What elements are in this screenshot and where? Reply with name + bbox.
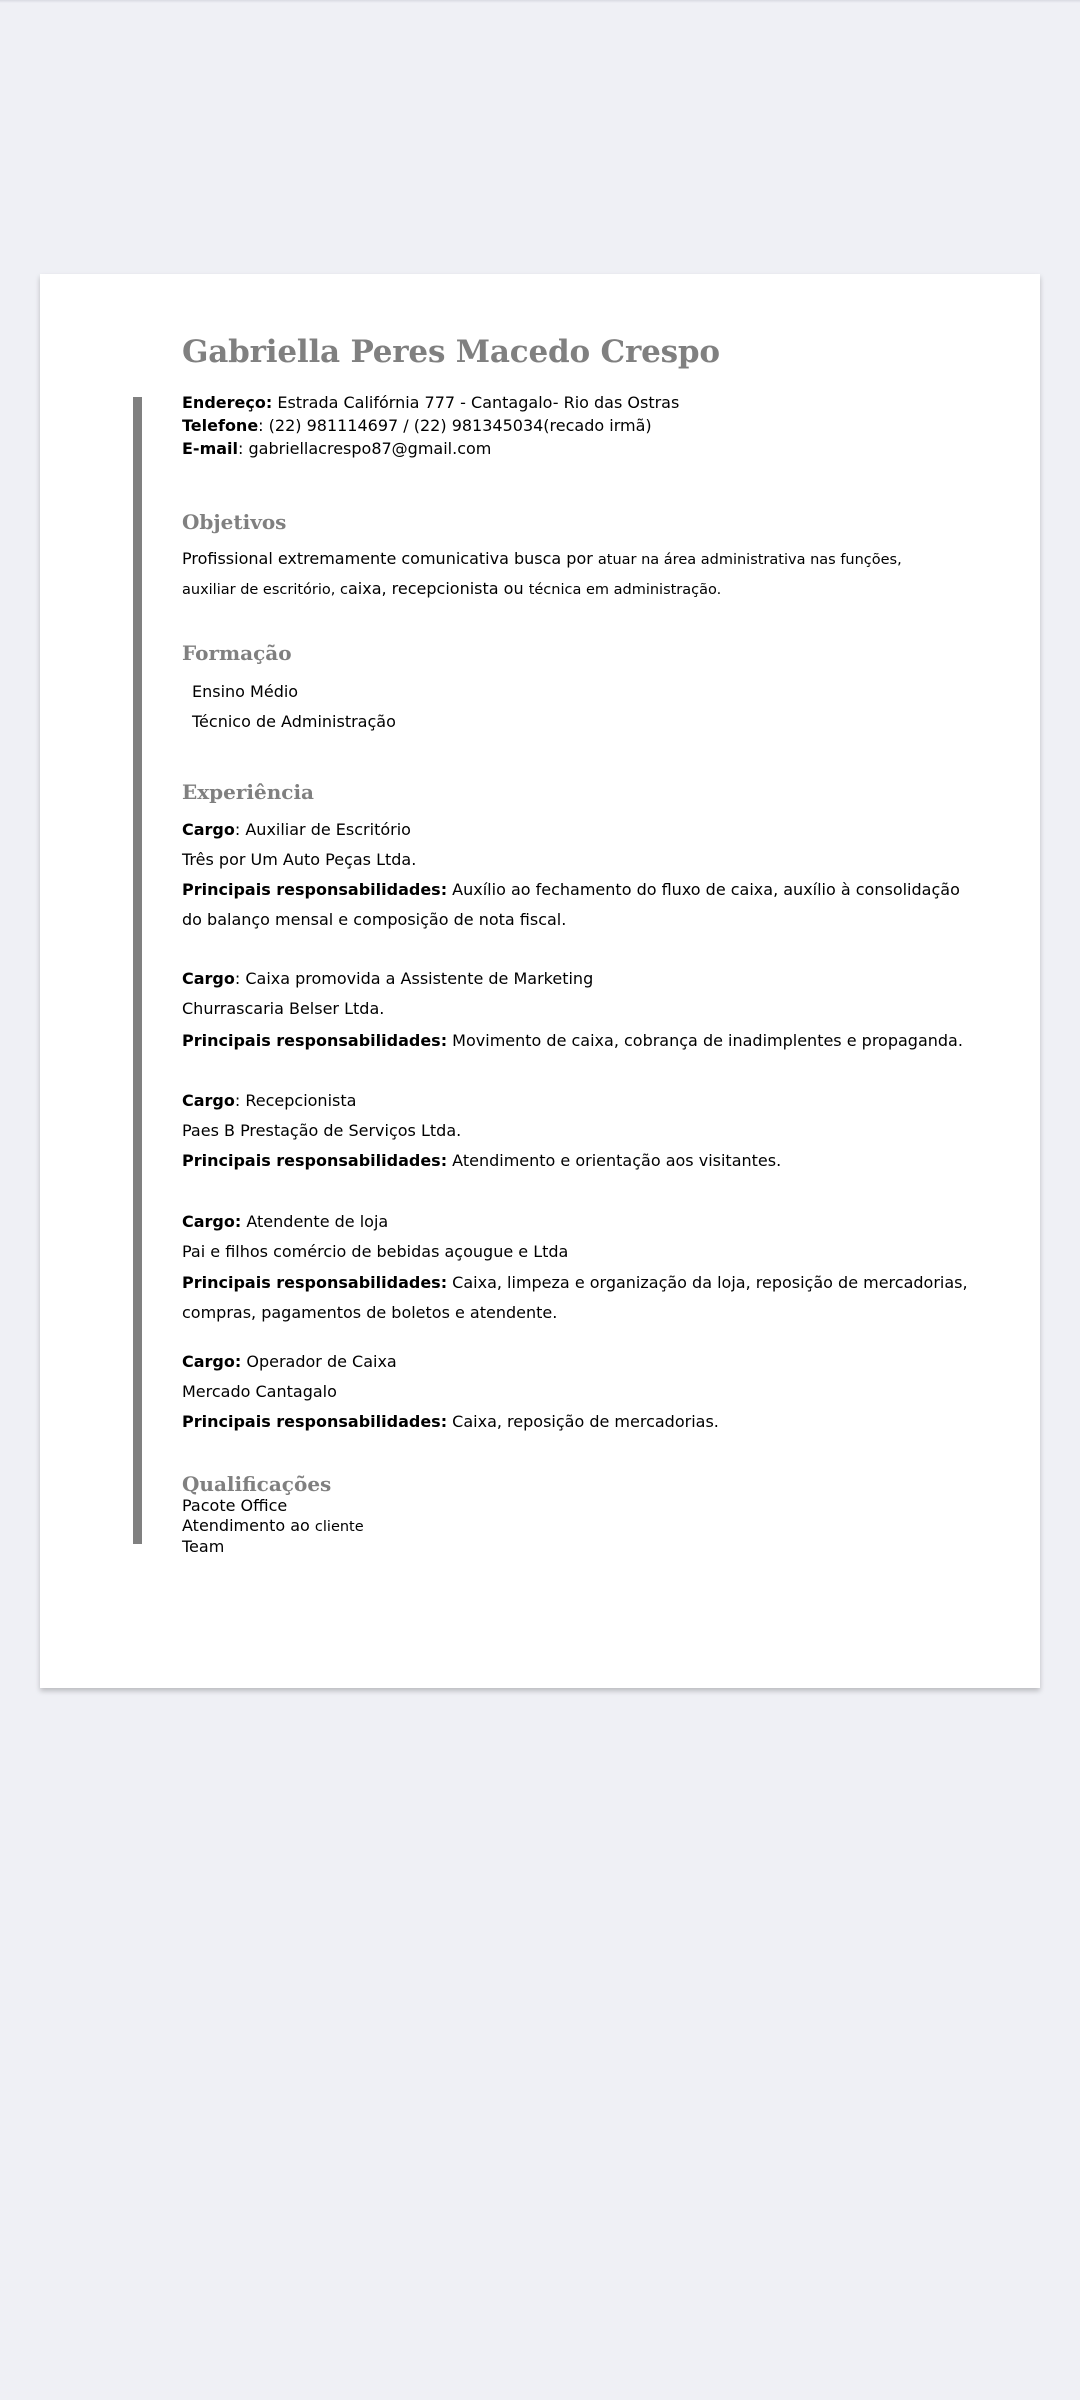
- job-resp-label: Principais responsabilidades:: [182, 1273, 448, 1292]
- experience-title: Experiência: [182, 780, 315, 804]
- job-resp-label: Principais responsabilidades:: [182, 1151, 448, 1170]
- job-responsibilities-cont: compras, pagamentos de boletos e atendente.: [182, 1303, 558, 1322]
- job-resp-label: Principais responsabilidades:: [182, 880, 448, 899]
- job-company: Três por Um Auto Peças Ltda.: [182, 850, 417, 869]
- objective-text-b: atuar na área administrativa nas funções,: [597, 552, 902, 568]
- address-line: [182, 393, 679, 413]
- objective-text-a: Profissional extremamente comunicativa busca por: [182, 549, 598, 568]
- job-company: Paes B Prestação de Serviços Ltda.: [182, 1121, 462, 1140]
- job-role-label: Cargo:: [182, 1352, 242, 1371]
- job-resp-label: Principais responsabilidades:: [182, 1412, 448, 1431]
- job-role-value: Atendente de loja: [241, 1212, 389, 1231]
- education-item: Técnico de Administração: [192, 712, 396, 731]
- qualification-item-head: Atendimento ao: [182, 1516, 315, 1535]
- qualification-item-tail: cliente: [314, 1519, 364, 1535]
- objective-line-2: [182, 579, 721, 600]
- objective-text-c: auxiliar de escritório, c: [182, 582, 348, 598]
- job-role-label: Cargo: [182, 820, 235, 839]
- job-company: Pai e filhos comércio de bebidas açougue e Ltda: [182, 1242, 569, 1261]
- job-responsibilities: [182, 1151, 781, 1171]
- job-role: [182, 969, 593, 989]
- email-line: [182, 439, 491, 459]
- job-role: [182, 1091, 356, 1111]
- job-resp-value: Auxílio ao fechamento do fluxo de caixa, auxílio à consolidação: [447, 880, 960, 899]
- objective-title: Objetivos: [182, 510, 287, 534]
- resume-page: [40, 274, 1040, 1688]
- job-resp-value: Caixa, reposição de mercadorias.: [447, 1412, 719, 1431]
- job-role-value: : Recepcionista: [234, 1091, 357, 1110]
- job-role: [182, 820, 411, 840]
- qualification-item: [182, 1516, 364, 1537]
- objective-text-d: aixa, recepcionista ou: [347, 579, 529, 598]
- job-company: Mercado Cantagalo: [182, 1382, 337, 1401]
- address-value: Estrada Califórnia 777 - Cantagalo- Rio das Ostras: [272, 393, 680, 412]
- email-label: E-mail: [182, 439, 239, 458]
- top-shadow: [0, 0, 1080, 3]
- job-company: Churrascaria Belser Ltda.: [182, 999, 385, 1018]
- job-responsibilities: [182, 880, 960, 900]
- objective-line-1: [182, 549, 902, 570]
- qualification-item: Pacote Office: [182, 1496, 288, 1515]
- qualifications-title: Qualificações: [182, 1472, 332, 1496]
- job-responsibilities: [182, 1031, 963, 1051]
- side-accent-bar: [133, 397, 142, 1544]
- address-label: Endereço:: [182, 393, 273, 412]
- job-resp-label: Principais responsabilidades:: [182, 1031, 448, 1050]
- education-title: Formação: [182, 641, 292, 665]
- job-role-value: : Caixa promovida a Assistente de Marketing: [234, 969, 594, 988]
- job-role-label: Cargo:: [182, 1212, 242, 1231]
- job-responsibilities-cont: do balanço mensal e composição de nota fiscal.: [182, 910, 567, 929]
- phone-value: : (22) 981114697 / (22) 981345034(recado irmã): [258, 416, 652, 435]
- email-value: : gabriellacrespo87@gmail.com: [238, 439, 492, 458]
- job-responsibilities: [182, 1273, 968, 1293]
- qualification-item: Team: [182, 1537, 225, 1556]
- phone-label: Telefone: [182, 416, 259, 435]
- job-resp-value: Atendimento e orientação aos visitantes.: [447, 1151, 782, 1170]
- job-resp-value: Movimento de caixa, cobrança de inadimplentes e propaganda.: [447, 1031, 963, 1050]
- job-role: [182, 1212, 388, 1232]
- job-role-label: Cargo: [182, 969, 235, 988]
- job-role-value: : Auxiliar de Escritório: [234, 820, 411, 839]
- phone-line: [182, 416, 652, 436]
- job-resp-value: Caixa, limpeza e organização da loja, reposição de mercadorias,: [447, 1273, 968, 1292]
- education-item: Ensino Médio: [192, 682, 299, 701]
- job-role-label: Cargo: [182, 1091, 235, 1110]
- candidate-name: Gabriella Peres Macedo Crespo: [182, 334, 720, 370]
- objective-text-e: técnica em administração.: [528, 582, 722, 598]
- job-responsibilities: [182, 1412, 719, 1432]
- job-role-value: Operador de Caixa: [241, 1352, 397, 1371]
- job-role: [182, 1352, 397, 1372]
